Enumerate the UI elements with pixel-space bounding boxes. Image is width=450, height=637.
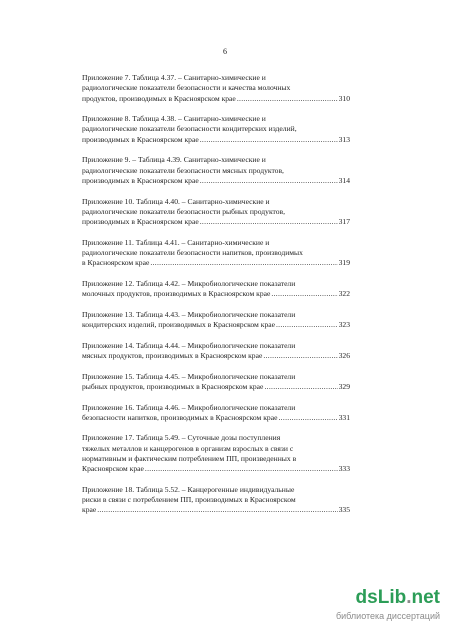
toc-entry-line: Приложение 13. Таблица 4.43. – Микробиологические показатели	[82, 309, 296, 319]
dot-leader	[199, 176, 338, 186]
toc-entry	[82, 197, 350, 228]
toc-entry-line: радиологические показатели безопасности рыбных продуктов,	[82, 206, 286, 216]
toc-entry-last-line	[82, 176, 350, 186]
dot-leader	[199, 217, 338, 227]
toc-entry-last-line	[82, 351, 350, 361]
toc-entry-line: радиологические показатели безопасности мясных продуктов,	[82, 165, 284, 175]
toc-entry-line: Приложение 17. Таблица 5.49. – Суточные дозы поступления	[82, 433, 281, 443]
toc-entry-line: кондитерских изделий, производимых в Красноярском крае	[82, 320, 275, 330]
toc-page-number: 322	[338, 289, 350, 299]
toc-entry-last-line	[82, 464, 350, 474]
dot-leader	[149, 258, 337, 268]
toc-entry-last-line	[82, 382, 350, 392]
toc-entry-line: радиологические показатели безопасности напитков, производимых	[82, 248, 303, 258]
toc-entry-last-line	[82, 217, 350, 227]
toc-page-number: 317	[338, 217, 350, 227]
toc-entry-line: радиологические показатели безопасности и качества молочных	[82, 83, 291, 93]
toc-entry-last-line	[82, 289, 350, 299]
toc-entry-line: производимых в Красноярском крае	[82, 175, 199, 185]
dot-leader	[144, 464, 338, 474]
toc-page-number: 335	[338, 505, 350, 515]
dot-leader	[270, 289, 337, 299]
toc-entry-line: Приложение 7. Таблица 4.37. – Санитарно-химические и	[82, 73, 266, 82]
toc-entry-last-line	[82, 413, 350, 423]
toc-entry-line: Приложение 18. Таблица 5.52. – Канцерогенные индивидуальные	[82, 484, 295, 494]
toc-page-number: 314	[338, 175, 350, 185]
toc-entry	[82, 114, 350, 145]
toc-entry-line: Приложение 12. Таблица 4.42. – Микробиологические показатели	[82, 278, 296, 288]
toc-entry-line: продуктов, производимых в Красноярском крае	[82, 93, 236, 103]
toc-entry	[82, 310, 350, 331]
toc-entry-line: мясных продуктов, производимых в Красноярском крае	[82, 351, 263, 361]
watermark-subtitle: библиотека диссертаций	[335, 611, 440, 621]
dot-leader	[263, 382, 337, 392]
watermark-logo-main: dsLib	[355, 587, 407, 608]
toc-entry-line: производимых в Красноярском крае	[82, 217, 199, 227]
dot-leader	[96, 505, 337, 515]
toc-entry-line: молочных продуктов, производимых в Красноярском крае	[82, 289, 271, 299]
toc-entry-line: Красноярском крае	[82, 464, 144, 474]
toc-page-number: 326	[338, 351, 350, 361]
toc-page-number: 313	[338, 134, 350, 144]
toc-entry	[82, 403, 350, 424]
toc-entry-line: радиологические показатели безопасности кондитерских изделий,	[82, 124, 297, 134]
toc-page-number: 310	[338, 93, 350, 103]
dot-leader	[262, 351, 337, 361]
toc-entry	[82, 485, 350, 516]
dslib-watermark	[335, 587, 440, 627]
toc-page-number: 319	[338, 258, 350, 268]
toc-entry	[82, 341, 350, 362]
watermark-logo-dot: .	[406, 587, 412, 608]
toc-entry-line: в Красноярском крае	[82, 258, 150, 268]
toc-page-number: 333	[338, 464, 350, 474]
dot-leader	[275, 320, 338, 330]
toc-entry-line: тяжелых металлов и канцерогенов в организм взрослых в связи с	[82, 443, 294, 453]
toc-page-number: 331	[338, 412, 350, 422]
toc-entry-line: Приложение 9. – Таблица 4.39. Санитарно-химические и	[82, 155, 266, 165]
toc-entry-last-line	[82, 320, 350, 330]
toc-entry-line: крае	[82, 505, 97, 515]
toc-entry-last-line	[82, 505, 350, 515]
toc-entry-line: Приложение 15. Таблица 4.45. – Микробиологические показатели	[82, 371, 296, 381]
toc-entry	[82, 155, 350, 186]
toc-entry	[82, 73, 350, 104]
dot-leader	[199, 135, 338, 145]
toc-entry	[82, 238, 350, 269]
toc-entry-line: Приложение 11. Таблица 4.41. – Санитарно-химические и	[82, 237, 270, 247]
toc-entry-line: Приложение 14. Таблица 4.44. – Микробиологические показатели	[82, 340, 296, 350]
dot-leader	[236, 94, 338, 104]
watermark-logo-tld: net	[411, 587, 440, 608]
toc-entry	[82, 279, 350, 300]
toc-entry	[82, 372, 350, 393]
table-of-contents	[82, 73, 350, 526]
toc-entry-line: риски в связи с потреблением ПП, производимых в Красноярском	[82, 495, 296, 505]
toc-page-number: 329	[338, 381, 350, 391]
toc-page-number: 323	[338, 320, 350, 330]
toc-entry-line: Приложение 10. Таблица 4.40. – Санитарно-химические и	[82, 196, 270, 206]
toc-entry-line: производимых в Красноярском крае	[82, 134, 199, 144]
toc-entry-line: рыбных продуктов, производимых в Красноярском крае	[82, 381, 264, 391]
toc-entry	[82, 433, 350, 474]
toc-entry-last-line	[82, 135, 350, 145]
toc-entry-line: Приложение 8. Таблица 4.38. – Санитарно-химические и	[82, 114, 266, 124]
page-number: 6	[223, 47, 227, 56]
watermark-logo	[356, 587, 440, 609]
toc-entry-last-line	[82, 94, 350, 104]
dot-leader	[277, 413, 337, 423]
toc-entry-line: нормативным и фактическим потреблением ПП, произведенных в	[82, 453, 297, 463]
toc-entry-last-line	[82, 258, 350, 268]
toc-entry-line: Приложение 16. Таблица 4.46. – Микробиологические показатели	[82, 402, 296, 412]
toc-entry-line: безопасности напитков, производимых в Красноярском крае	[82, 412, 278, 422]
